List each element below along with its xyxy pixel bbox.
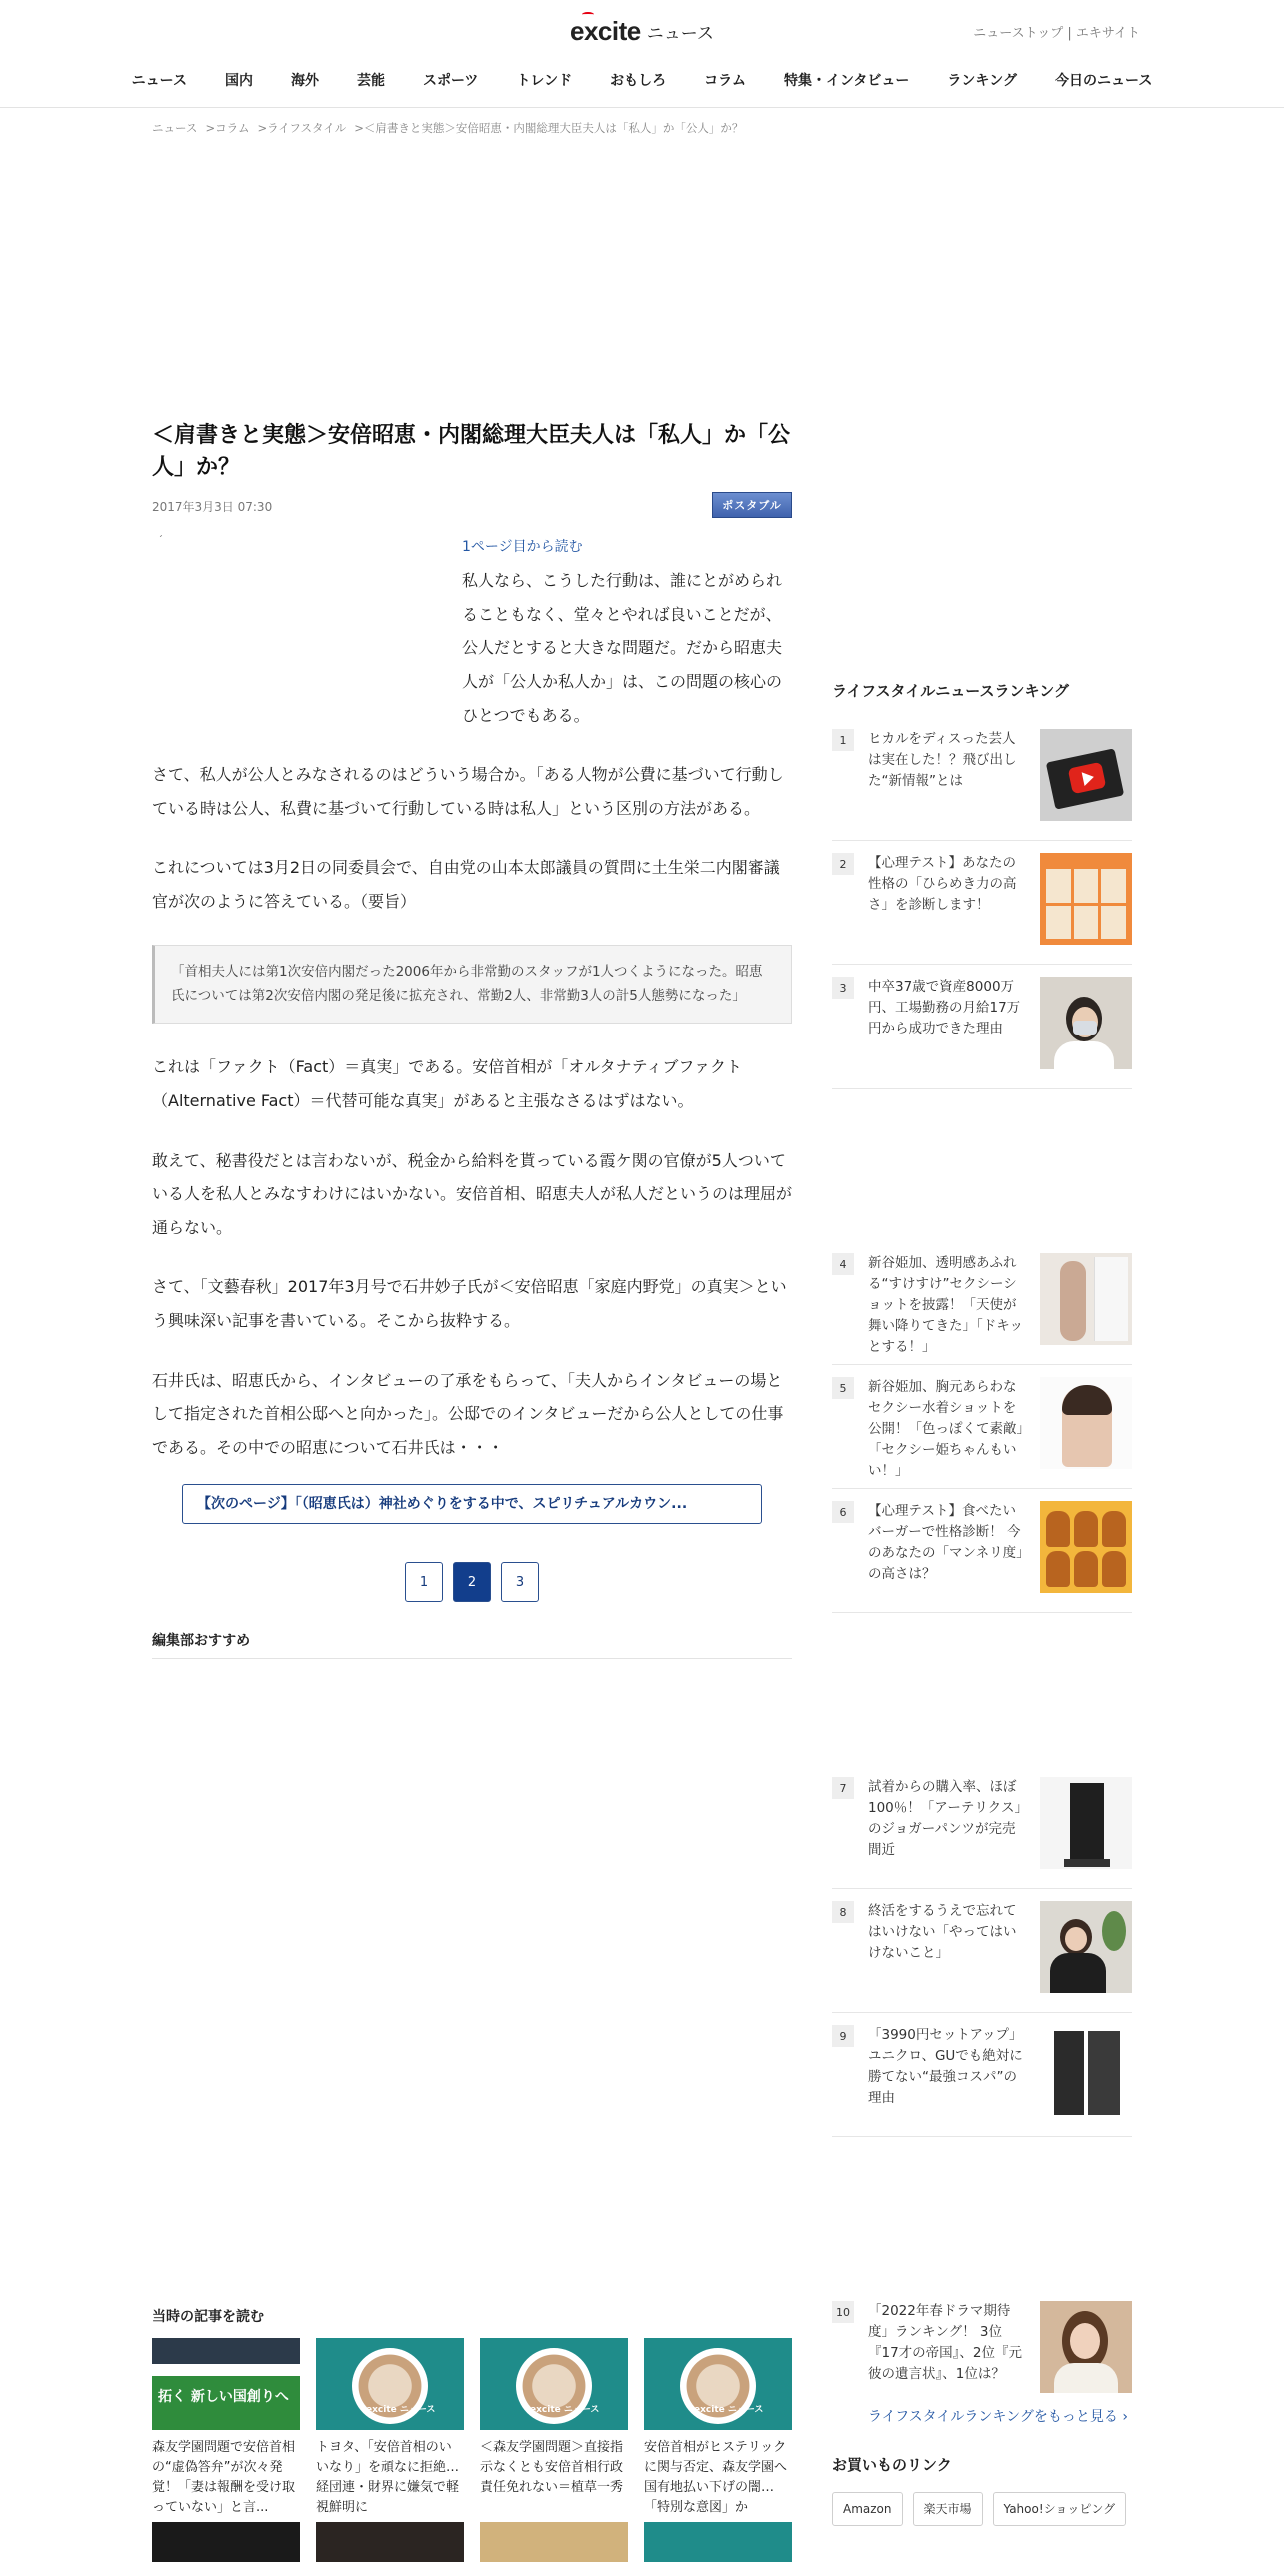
article-paragraph: 敢えて、秘書役だとは言わないが、税金から給料を貰っている霞ケ関の官僚が5人ついている人を私人とみなすわけにはいかない。安倍首相、昭恵夫人が私人だというのは理屈が通らない。: [152, 1150, 793, 1237]
thumbnail-bar: [152, 2338, 300, 2364]
site-logo[interactable]: [570, 14, 714, 48]
news-top-link[interactable]: ニューストップ: [973, 26, 1064, 41]
article-paragraph: 石井氏は、昭恵氏から、インタビューの了承をもらって、「夫人からインタビューの場として指定された首相公邸へと向かった」。公邸でのインタビューだから公人としての仕事である。その中での昭恵について石井氏は・・・: [152, 1370, 784, 1457]
related-thumbnail: [316, 2338, 464, 2430]
breadcrumb-separator: >: [354, 121, 364, 135]
page-2-button[interactable]: 2: [453, 1562, 491, 1602]
breadcrumb-news[interactable]: ニュース: [152, 121, 198, 135]
related-card[interactable]: [316, 2338, 464, 2518]
rank-text: 中卒37歳で資産8000万円、工場勤務の月給17万円から成功できた理由: [868, 979, 1021, 1037]
article-paragraph: さて、「文藝春秋」2017年3月号で石井妙子氏が＜安倍昭恵「家庭内野党」の真実＞という興味深い記事を書いている。そこから抜粋する。: [152, 1277, 787, 1331]
related-thumbnail[interactable]: [644, 2522, 792, 2562]
rank-text: 【心理テスト】食べたいバーガーで性格診断！ 今のあなたの「マンネリ度」の高さは？: [868, 1503, 1023, 1582]
rank-number: 6: [832, 1501, 854, 1523]
shop-yahoo-button[interactable]: Yahoo!ショッピング: [993, 2492, 1127, 2526]
shopping-links: [832, 2492, 1126, 2526]
article-paragraph: さて、私人が公人とみなされるのはどういう場合か。「ある人物が公費に基づいて行動している時は公人、私費に基づいて行動している時は私人」という区別の方法がある。: [152, 765, 784, 818]
breadcrumb-lifestyle[interactable]: ライフスタイル: [267, 121, 347, 135]
shop-rakuten-button[interactable]: 楽天市場: [913, 2492, 983, 2526]
nav-ranking[interactable]: ランキング: [947, 73, 1018, 89]
top-link-separator: |: [1067, 26, 1072, 41]
rank-text: 試着からの購入率、ほぼ100％！「アーテリクス」のジョガーパンツが完売間近: [868, 1779, 1028, 1858]
person-photo: [1040, 1377, 1132, 1469]
ranking-item[interactable]: [832, 841, 1132, 965]
nav-overseas[interactable]: 海外: [290, 73, 319, 89]
article-paragraph: これについては3月2日の同委員会で、自由党の山本太郎議員の質問に土生栄二内閣審議官が次のように答えている。（要旨）: [152, 858, 780, 911]
ranking-item[interactable]: [832, 1889, 1132, 2013]
image-mark: ´: [158, 534, 163, 546]
page-3-button[interactable]: 3: [501, 1562, 539, 1602]
breadcrumb-column[interactable]: コラム: [215, 121, 250, 135]
article-body: [152, 536, 792, 1465]
breadcrumb-separator: >: [257, 121, 268, 135]
pagination: [152, 1562, 792, 1602]
article-meta: [152, 496, 792, 522]
rank-text: 「2022年春ドラマ期待度」ランキング！ 3位『17才の帝国』、2位『元彼の遺言状』、1位は？: [868, 2303, 1023, 2382]
shop-amazon-button[interactable]: Amazon: [832, 2492, 903, 2526]
ad-space: [832, 2137, 1132, 2289]
site-header: [0, 0, 1284, 108]
quiz-image: [1040, 853, 1132, 945]
ranking-item[interactable]: [832, 2013, 1132, 2137]
related-title: 安倍首相がヒステリックに関与否定、森友学園へ国有地払い下げの闇…「特別な意図」か: [644, 2440, 788, 2516]
breadcrumb: [152, 120, 743, 136]
next-page-button[interactable]: 【次のページ】「（昭恵氏は）神社めぐりをする中で、スピリチュアルカウン...: [182, 1484, 762, 1524]
clothing-image: [1040, 2025, 1132, 2117]
nav-funny[interactable]: おもしろ: [610, 73, 667, 89]
person-photo: [1040, 1901, 1132, 1993]
shopping-heading: お買いものリンク: [832, 2456, 952, 2474]
ad-space: [832, 1613, 1132, 1765]
related-grid: [152, 2338, 792, 2518]
excite-link[interactable]: エキサイト: [1075, 26, 1140, 41]
rank-text: 「3990円セットアップ」ユニクロ、GUでも絶対に勝てない“最強コスパ”の理由: [868, 2027, 1023, 2106]
rank-number: 9: [832, 2025, 854, 2047]
rank-number: 2: [832, 853, 854, 875]
top-links: [973, 22, 1140, 41]
ranking-more-link[interactable]: [868, 2406, 1128, 2426]
rank-number: 10: [832, 2301, 854, 2323]
ranking-item[interactable]: [832, 2289, 1132, 2413]
ranking-item[interactable]: [832, 965, 1132, 1089]
read-first-page-link[interactable]: 1ページ目から読む: [462, 538, 583, 555]
chevron-right-icon: ›: [1122, 2409, 1128, 2425]
person-photo: [1040, 1253, 1132, 1345]
nav-column[interactable]: コラム: [704, 73, 746, 89]
rank-number: 5: [832, 1377, 854, 1399]
rank-number: 3: [832, 977, 854, 999]
ad-space: [832, 1089, 1132, 1241]
article-quote: 「首相夫人には第1次安倍内閣だった2006年から非常勤のスタッフが1人つくようになった。昭恵氏については第2次安倍内閣の発足後に拡充され、常勤2人、非常勤3人の計5人態勢になった」: [152, 945, 792, 1025]
editor-pick-heading: 編集部おすすめ: [152, 1630, 792, 1659]
rank-number: 4: [832, 1253, 854, 1275]
nav-today[interactable]: 今日のニュース: [1055, 73, 1153, 89]
related-title: トヨタ、「安倍首相のいいなり」を頑なに拒絶…経団連・財界に嫌気で軽視鮮明に: [316, 2440, 460, 2516]
main-nav: [0, 70, 1284, 90]
article-paragraph: 私人なら、こうした行動は、誰にとがめられることもなく、堂々とやれば良いことだが、公人だとすると大きな問題だ。だから昭恵夫人が「公人か私人か」は、この問題の核心のひとつでもある。: [462, 571, 783, 725]
related-thumbnail[interactable]: [480, 2522, 628, 2562]
thumbnail-watermark: excite ニュース: [530, 2405, 600, 2415]
logo-excite: excite: [570, 16, 641, 47]
related-title: ＜森友学園問題＞直接指示なくとも安倍首相行政責任免れない＝植草一秀: [480, 2440, 624, 2496]
related-thumbnail: [644, 2338, 792, 2430]
related-card[interactable]: [480, 2338, 628, 2518]
thumbnail-watermark: excite ニュース: [694, 2405, 764, 2415]
burger-image: [1040, 1501, 1132, 1593]
pants-image: [1040, 1777, 1132, 1869]
logo-news-label: ニュース: [646, 23, 714, 44]
article-title: ＜肩書きと実態＞安倍昭恵・内閣総理大臣夫人は「私人」か「公人」か？: [152, 423, 791, 480]
person-photo: [1040, 2301, 1132, 2393]
related-card[interactable]: [644, 2338, 792, 2518]
breadcrumb-separator: >: [205, 121, 216, 135]
thumbnail-text: 拓く 新しい国創りへ: [158, 2389, 289, 2405]
breadcrumb-current: ＜肩書きと実態＞安倍昭恵・内閣総理大臣夫人は「私人」か「公人」か？: [363, 121, 744, 135]
nav-sports[interactable]: スポーツ: [422, 73, 479, 89]
related-thumbnail: [152, 2338, 300, 2430]
logo-accent: [582, 12, 594, 17]
ranking-item[interactable]: [832, 1765, 1132, 1889]
related-thumbnail[interactable]: [316, 2522, 464, 2562]
rank-text: 終活をするうえで忘れてはいけない「やってはいけないこと」: [868, 1903, 1017, 1961]
related-grid-row-2: [152, 2522, 792, 2562]
person-photo: [1040, 977, 1132, 1069]
nav-trend[interactable]: トレンド: [516, 73, 573, 89]
ranking-heading: ライフスタイルニュースランキング: [832, 682, 1070, 700]
related-articles: [152, 2306, 792, 2562]
ranking-item[interactable]: [832, 1365, 1132, 1489]
related-title: 森友学園問題で安倍首相の“虚偽答弁”が次々発覚！「妻は報酬を受け取っていない」と言...: [152, 2440, 296, 2516]
source-badge[interactable]: ポスタブル: [712, 492, 792, 518]
nav-news[interactable]: ニュース: [131, 73, 187, 89]
related-heading: 当時の記事を読む: [152, 2309, 264, 2325]
ranking-item[interactable]: [832, 1489, 1132, 1613]
rank-number: 1: [832, 729, 854, 751]
youtube-tablet-icon: [1040, 729, 1132, 821]
ranking-item[interactable]: [832, 1241, 1132, 1365]
thumbnail-watermark: excite ニュース: [366, 2405, 436, 2415]
rank-text: ヒカルをディスった芸人は実在した！？飛び出した“新情報”とは: [868, 731, 1017, 789]
related-card[interactable]: [152, 2338, 300, 2518]
rank-text: 新谷姫加、胸元あらわなセクシー水着ショットを公開！「色っぽくて素敵」「セクシー姫ちゃんもいい！」: [868, 1379, 1024, 1479]
article-image: [152, 536, 462, 754]
ranking-more-label: ライフスタイルランキングをもっと見る: [868, 2409, 1118, 2425]
rank-number: 7: [832, 1777, 854, 1799]
rank-text: 【心理テスト】あなたの性格の「ひらめき力の高さ」を診断します！: [868, 855, 1017, 913]
nav-entertainment[interactable]: 芸能: [356, 73, 385, 89]
rank-number: 8: [832, 1901, 854, 1923]
article-paragraph: これは「ファクト（Fact）＝真実」である。安倍首相が「オルタナティブファクト（Alternative Fact）＝代替可能な真実」があると主張なさるはずはない。: [152, 1057, 743, 1111]
page-1-button[interactable]: 1: [405, 1562, 443, 1602]
related-thumbnail: [480, 2338, 628, 2430]
article-main: [152, 420, 792, 1659]
related-thumbnail[interactable]: [152, 2522, 300, 2562]
sidebar-ranking: [832, 680, 1132, 2413]
rank-text: 新谷姫加、透明感あふれる“すけすけ”セクシーショットを披露！「天使が舞い降りてきた」「ドキッとする！」: [868, 1255, 1023, 1355]
nav-domestic[interactable]: 国内: [224, 73, 253, 89]
article-date: 2017年3月3日 07:30: [152, 499, 273, 514]
ranking-item[interactable]: [832, 717, 1132, 841]
nav-feature[interactable]: 特集・インタビュー: [783, 73, 910, 89]
